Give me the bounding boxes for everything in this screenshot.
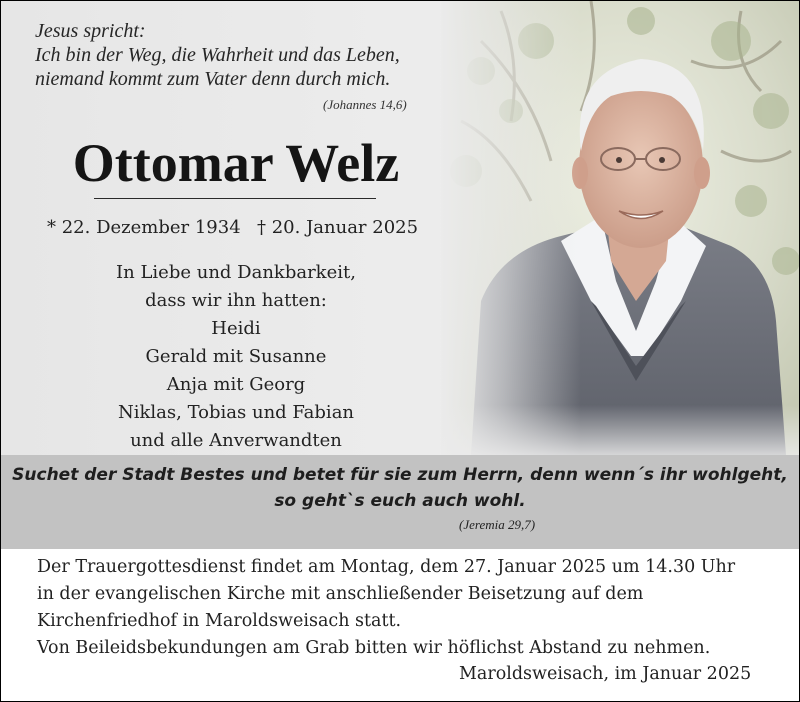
quote-line: niemand kommt zum Vater denn durch mich. [35,68,391,90]
mourner-line: Anja mit Georg [166,374,306,395]
verse-line: so geht`s euch auch wohl. [274,491,526,511]
photo-fade-bottom [441,405,799,455]
service-info [37,554,735,662]
quote-reference: (Johannes 14,6) [323,97,407,112]
verse-reference: (Jeremia 29,7) [459,517,536,532]
mourner-line: Niklas, Tobias und Fabian [117,402,355,423]
mourner-line: Heidi [211,318,261,339]
verse-line: Suchet der Stadt Bestes und betet für sie zum Herrn, denn wenn´s ihr wohlgeht, [12,465,788,485]
service-line: Kirchenfriedhof in Maroldsweisach statt. [37,611,402,631]
deceased-name: Ottomar Welz [72,133,400,193]
service-line: in der evangelischen Kirche mit anschließender Beisetzung auf dem [37,584,644,604]
quote-line: Ich bin der Weg, die Wahrheit und das Leben, [35,44,400,66]
death-date: † 20. Januar 2025 [257,217,419,238]
quote-line: Jesus spricht: [35,20,146,42]
bible-quote [35,19,400,91]
mourner-line: dass wir ihn hatten: [145,290,327,311]
place-and-date: Maroldsweisach, im Januar 2025 [459,664,752,684]
service-line: Der Trauergottesdienst findet am Montag, dem 27. Januar 2025 um 14.30 Uhr [37,557,736,577]
name-divider [94,198,376,199]
birth-date: * 22. Dezember 1934 [47,217,241,238]
mourner-line: und alle Anverwandten [130,430,342,451]
mourner-line: In Liebe und Dankbarkeit, [116,262,356,283]
life-dates [47,217,419,238]
mourners-list [1,259,471,455]
service-line: Von Beileidsbekundungen am Grab bitten wir höflichst Abstand zu nehmen. [37,638,711,658]
mourner-line: Gerald mit Susanne [145,346,327,367]
